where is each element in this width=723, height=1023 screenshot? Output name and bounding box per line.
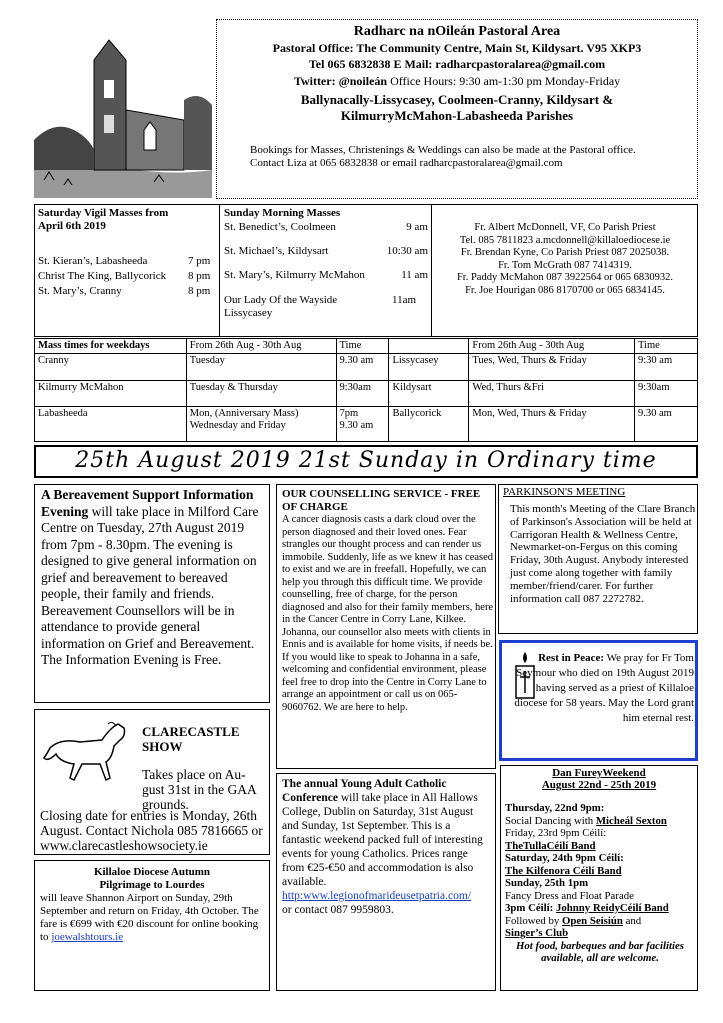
parkinsons-title: PARKINSON'S MEETING: [503, 486, 626, 498]
mass-place: St. Mary’s, Kilmurry McMahon: [224, 269, 365, 281]
table-row: [35, 407, 698, 442]
table-cell: 9.30 am: [635, 407, 698, 442]
youth-contact: or contact 087 9959803.: [282, 904, 394, 916]
danfurey-title-2: August 22nd - 25th 2019: [541, 779, 657, 791]
table-cell: Kilmurry McMahon: [35, 381, 187, 407]
twitter-handle: Twitter: @noileán: [293, 74, 388, 88]
schedule-line: Thursday, 22nd 9pm:: [505, 802, 605, 814]
list-item: [224, 221, 428, 245]
rip-label: Rest in Peace:: [538, 652, 605, 664]
table-cell: Kildysart: [389, 381, 469, 407]
header-title: Radharc na nOileán Pastoral Area: [353, 24, 561, 39]
table-header: Time: [635, 339, 698, 354]
clarecastle-body-2: Closing date for entries is Monday, 26th August. Contact Nichola 085 7816665 or www.clarecastleshowsociety.ie: [40, 808, 263, 853]
list-item: [224, 245, 428, 269]
table-cell: 7pm 9.30 am: [336, 407, 389, 442]
parishes-line-1: Ballynacally-Lissycasey, Coolmeen-Cranny, Kildysart &: [300, 92, 614, 107]
schedule-line: Hot food, barbeques and bar facilities available, all are welcome.: [516, 939, 684, 964]
list-item: [38, 284, 216, 299]
schedule-line: TheTullaCéilí Band: [505, 839, 596, 852]
mass-place: St. Benedict’s, Coolmeen: [224, 221, 336, 233]
table-cell: Mon, (Anniversary Mass) Wednesday and Friday: [186, 407, 336, 442]
saturday-list: [38, 254, 216, 299]
lourdes-title-1: Killaloe Diocese Autumn: [93, 866, 211, 878]
mass-time: 10:30 am: [386, 245, 428, 257]
lourdes-text: [40, 892, 266, 944]
table-cell: Mon, Wed, Thurs & Friday: [469, 407, 635, 442]
mass-time: 11am: [392, 294, 417, 306]
table-cell: Tuesday: [186, 354, 336, 381]
mass-time: 7 pm: [188, 255, 211, 267]
list-item: [224, 269, 428, 294]
mass-place: St. Mary’s, Cranny: [38, 285, 122, 297]
clergy-line: Fr. Albert McDonnell, VF, Co Parish Priest: [474, 222, 656, 233]
sunday-banner-text: 25th August 2019 21st Sunday in Ordinary time: [75, 448, 657, 473]
bereavement-text: [41, 487, 267, 669]
youth-conference-text: [282, 777, 492, 917]
clergy-line: Fr. Brendan Kyne, Co Parish Priest 087 2025038.: [460, 247, 670, 258]
joewalsh-link[interactable]: joewalshtours.ie: [51, 931, 124, 943]
schedule-line: Social Dancing with Micheál Sexton: [505, 814, 667, 827]
sunday-list: [224, 221, 428, 320]
table-cell: Cranny: [35, 354, 187, 381]
bookings-line-2: Contact Liza at 065 6832838 or email radharcpastoralarea@gmail.com: [250, 157, 563, 169]
table-header: Mass times for weekdays: [35, 339, 187, 354]
schedule-line: Fancy Dress and Float Parade: [505, 889, 634, 902]
list-item: [38, 269, 216, 284]
clergy-line: Tel. 085 7811823 a.mcdonnell@killaloediocese.ie: [459, 234, 671, 246]
counselling-title: OUR COUNSELLING SERVICE - FREE OF CHARGE: [282, 488, 481, 513]
legion-link[interactable]: http:www.legionofmarideusetpatria.com/: [282, 890, 471, 902]
horse-icon: [40, 718, 135, 788]
mass-time: 11 am: [401, 269, 428, 281]
table-row: [35, 381, 698, 407]
mass-place: St. Michael’s, Kildysart: [224, 245, 329, 257]
rip-text: [506, 651, 694, 726]
schedule-line: Saturday, 24th 9pm Céilí:: [505, 852, 624, 864]
table-cell: Lissycasey: [389, 354, 469, 381]
table-row: [35, 354, 698, 381]
office-hours: Office Hours: 9:30 am-1:30 pm Monday-Friday: [390, 74, 621, 88]
saturday-heading-2: April 6th 2019: [38, 220, 106, 232]
table-cell: Wed, Thurs &Fri: [469, 381, 635, 407]
table-cell: Tuesday & Thursday: [186, 381, 336, 407]
table-cell: Ballycorick: [389, 407, 469, 442]
mass-time: 9 am: [406, 221, 428, 233]
schedule-line: Followed by Open Seisiún and: [505, 914, 642, 927]
table-header: Time: [336, 339, 389, 354]
table-cell: 9:30 am: [635, 354, 698, 381]
bookings-line-1: Bookings for Masses, Christenings & Weddings can also be made at the Pastoral office.: [250, 144, 636, 156]
contact-line: Tel 065 6832838 E Mail: radharcpastoralarea@gmail.com: [308, 57, 606, 71]
parishes-line-2: KilmurryMcMahon-Labasheeda Parishes: [340, 108, 574, 123]
mass-place: Christ The King, Ballycorick: [38, 270, 167, 282]
table-header: [389, 339, 469, 354]
schedule-line: Singer’s Club: [505, 927, 569, 939]
schedule-line: Sunday, 25th 1pm: [505, 877, 589, 889]
table-header: From 26th Aug - 30th Aug: [469, 339, 635, 354]
mass-place: Our Lady Of the Wayside Lissycasey: [224, 294, 338, 319]
parkinsons-body: This month's Meeting of the Clare Branch of Parkinson's Association will be held at Carrigoran Health & Wellness Centre, Newmarket-on-Fergus on this coming Friday, 30th August. Anybody interested just come along together with family member/friend/carer. For further information call 087 2272782.: [510, 503, 696, 605]
table-header: From 26th Aug - 30th Aug: [186, 339, 336, 354]
schedule-line: Friday, 23rd 9pm Céilí:: [505, 827, 607, 839]
schedule-line: The Kilfenora Céilí Band: [505, 864, 622, 877]
clergy-line: Fr. Joe Hourigan 086 8170700 or 065 6834145.: [465, 284, 665, 296]
clergy-line: Fr. Tom McGrath 087 7414319.: [498, 259, 632, 271]
bereavement-body: will take place in Milford Care Centre on Tuesday, 27th August 2019 from 7pm - 8.30pm. The evening is designed to give general information on grief and bereavement to bereaved people, their family and friends. Bereavement Counsellors will be in attendance to provide general information on Grief and Bereavement. The Information Evening is Free.: [41, 503, 259, 667]
church-illustration: [34, 20, 212, 198]
table-header-row: [35, 339, 698, 354]
table-cell: Labasheeda: [35, 407, 187, 442]
danfurey-schedule: [505, 802, 695, 965]
mass-time: 8 pm: [188, 285, 211, 297]
lourdes-body: will leave Shannon Airport on Sunday, 29th September and return on Friday, 4th October. The fare is €699 with €20 discount for online booking to: [40, 892, 259, 943]
table-cell: 9:30am: [336, 381, 389, 407]
list-item: [224, 294, 428, 320]
mass-time: 8 pm: [188, 270, 211, 282]
weekday-mass-table: [34, 338, 698, 442]
twitter-hours-line: [222, 74, 692, 89]
table-cell: Tues, Wed, Thurs & Friday: [469, 354, 635, 381]
counselling-body: A cancer diagnosis casts a dark cloud over the person diagnosed and their loved ones. Fear strangles our thought process and can render us immobile. Suddenly, life as we knew it has ceased to exist and we are in freefall. Hopefully, we can help you through this difficult time. We provide counselling, free of charge, for the person diagnosed and also for their family members, here in the Cancer Centre in Corry Lane, Kilkee. Johanna, our counsellor also meets with clients in Ennis and is available for home visits, if needs be. If you would like to speak to Johanna in a safe, welcoming and confidential environment, please feel free to drop into the Centre in Corry Lane to arrange an appointment or call us on 065-9060762. We are here to help.: [282, 514, 494, 713]
clarecastle-title-2: SHOW: [142, 739, 183, 754]
rip-body: We pray for Fr Tom Seymour who died on 19th August 2019 having served as a priest of Killaloe diocese for 58 years. May the Lord grant him eternal rest.: [514, 652, 694, 724]
clarecastle-body-1: Takes place on Au-gust 31st in the GAA grounds.: [142, 767, 257, 812]
youth-body: will take place in All Hallows College, Dublin on Saturday, 31st August and Sunday, 1st September. This is a fantastic weekend packed full of interesting events for young Catholics. Prices range from €25-€50 and accommodation is also available.: [282, 792, 483, 888]
bereavement-title: A Bereavement Support Information Evening: [41, 487, 254, 519]
clarecastle-title-1: CLARECASTLE: [142, 724, 240, 739]
saturday-heading-1: Saturday Vigil Masses from: [38, 207, 169, 219]
clergy-line: Fr. Paddy McMahon 087 3922564 or 065 6830932.: [456, 272, 674, 283]
clergy-list: [436, 222, 694, 297]
list-item: [38, 254, 216, 269]
table-cell: 9:30am: [635, 381, 698, 407]
table-cell: 9.30 am: [336, 354, 389, 381]
sunday-heading: Sunday Morning Masses: [224, 207, 341, 219]
lourdes-title-2: Pilgrimage to Lourdes: [99, 879, 205, 891]
office-address: Pastoral Office: The Community Centre, Main St, Kildysart. V95 XKP3: [272, 41, 642, 55]
mass-place: St. Kieran’s, Labasheeda: [38, 255, 148, 267]
youth-title: The annual Young Adult Catholic Conference: [282, 778, 447, 804]
schedule-line: 3pm Céilí: Johnny ReidyCéilí Band: [505, 902, 669, 914]
danfurey-title-1: Dan FureyWeekend: [552, 767, 646, 779]
